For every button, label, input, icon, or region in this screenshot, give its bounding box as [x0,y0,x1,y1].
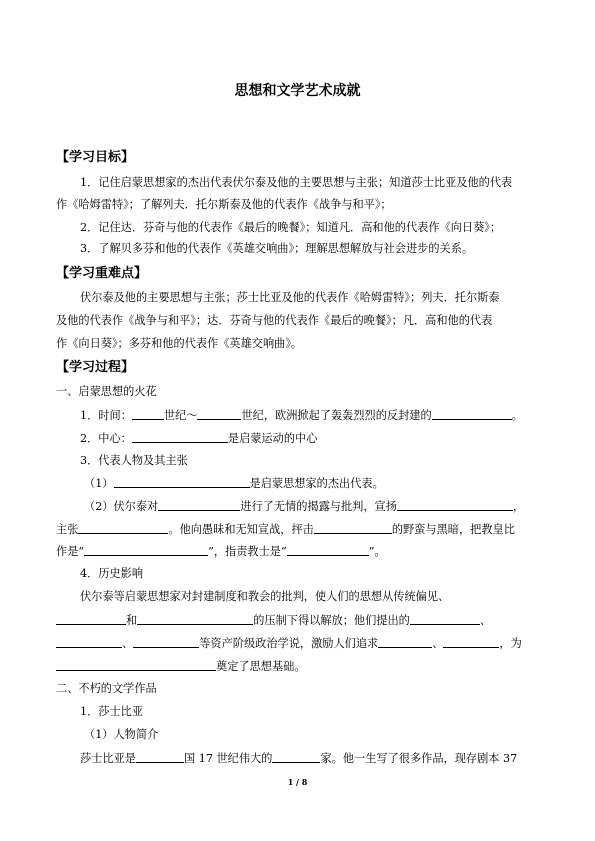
blank[interactable] [314,522,392,534]
blank[interactable] [114,476,250,488]
blank[interactable] [136,751,184,763]
page-title: 思想和文学艺术成就 [234,83,361,99]
part-heading-enlightenment: 一、启蒙思想的火花 [56,385,157,398]
goal-line-2: 2．记住达．芬奇与他的代表作《最后的晚餐》；知道凡．高和他的代表作《向日葵》； [80,221,502,234]
goal-line-3: 3．了解贝多芬和他的代表作《英雄交响曲》；理解思想解放与社会进步的关系。 [80,242,474,255]
blank[interactable] [287,544,369,556]
influence-line-3: 、 等资产阶级政治学说，激励人们追求 、 ，为 [56,636,522,651]
influence-line-1: 伏尔泰等启蒙思想家对封建制度和教会的批判，使人们的思想从传统偏见、 [80,590,450,603]
blank[interactable] [197,408,241,420]
part-heading-literature: 二、不朽的文学作品 [56,682,157,695]
blank[interactable] [132,431,228,443]
section-heading-process: 【学习过程】 [56,360,135,375]
blank[interactable] [56,613,126,625]
blank[interactable] [397,499,513,511]
blank[interactable] [432,408,512,420]
blank[interactable] [78,522,168,534]
section-heading-goals: 【学习目标】 [56,150,135,165]
time-line: 1．时间： 世纪～ 世纪，欧洲掀起了轰轰烈烈的反封建的 。 [80,409,523,422]
blank[interactable] [84,544,208,556]
blank[interactable] [56,659,216,671]
goal-line-1a: 1．记住启蒙思想家的杰出代表伏尔泰及他的主要思想与主张；知道莎士比亚及他的代表 [80,176,513,189]
keypoint-line-2: 及他的代表作《战争与和平》；达．芬奇与他的代表作《最后的晚餐》；凡．高和他的代表 [56,314,493,327]
goal-line-1b: 作《哈姆雷特》；了解列夫．托尔斯泰及他的代表作《战争与和平》； [56,198,392,211]
blank[interactable] [137,613,253,625]
rep-item-1: （1） 是启蒙思想家的杰出代表。 [84,477,384,490]
section-heading-keypoints: 【学习重难点】 [56,266,148,281]
blank[interactable] [443,636,499,648]
keypoint-line-1: 伏尔泰及他的主要思想与主张；莎士比亚及他的代表作《哈姆雷特》；列夫．托尔斯泰 [80,291,500,304]
keypoint-line-3: 作《向日葵》；多芬和他的代表作《英雄交响曲》。 [56,337,303,350]
shakespeare-heading: 1．莎士比亚 [80,705,144,718]
center-line: 2．中心： 是启蒙运动的中心 [80,432,318,445]
influence-line-2: 和 的压制下得以解放；他们提出的 、 [56,613,491,628]
influence-heading: 4．历史影响 [80,567,144,580]
page-number: 1 / 8 [287,777,308,787]
blank[interactable] [132,408,164,420]
blank[interactable] [56,636,122,648]
blank[interactable] [378,636,432,648]
representatives-heading: 3．代表人物及其主张 [80,454,188,467]
bio-heading: （1）人物简介 [84,728,159,741]
rep-item-2: （2）伏尔泰对 进行了无情的揭露与批判，宣扬 ， [84,500,525,513]
rep-item-2-cont: 主张 。他向愚昧和无知宣战，抨击 的野蛮与黑暗，把教皇比 [56,523,515,536]
blank[interactable] [410,613,480,625]
blank[interactable] [272,751,320,763]
influence-line-4: 奠定了思想基础。 [56,659,306,674]
blank[interactable] [158,499,240,511]
rep-item-2-cont2: 作是“ ”，指责教士是“ ”。 [56,545,386,558]
blank[interactable] [133,636,199,648]
bio-line-1: 莎士比亚是 国 17 世纪伟大的 家。他一生写了很多作品，现存剧本 37 [80,752,518,765]
